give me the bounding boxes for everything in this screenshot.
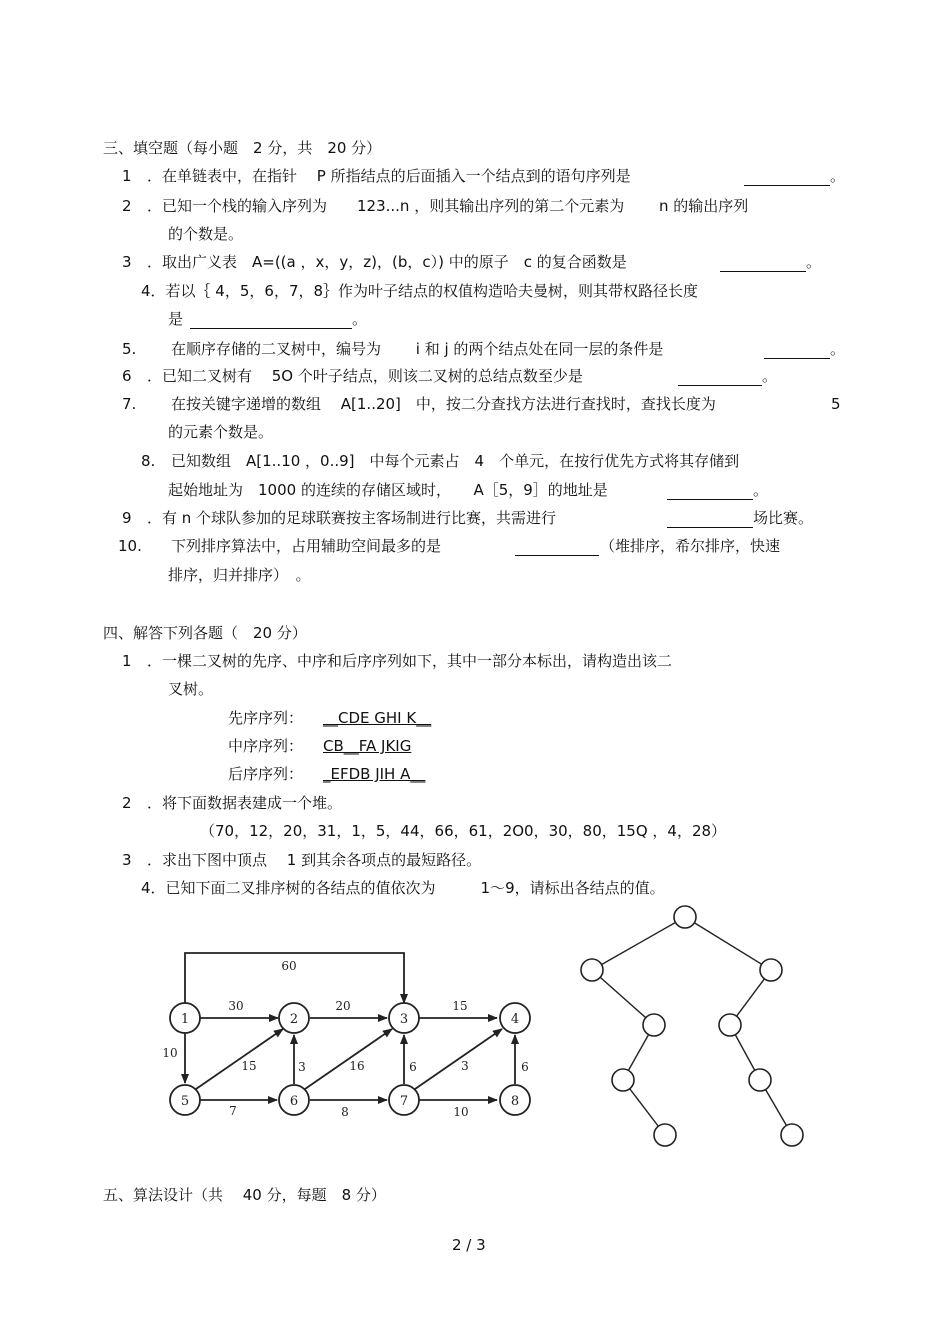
q3-8-end: 。 [753,481,769,499]
edge-7-4 [415,1029,502,1089]
preorder-label: 先序序列： [228,709,304,727]
q3-9-text: ．有 n 个球队参加的足球联赛按主客场制进行比赛，共需进行 [147,509,557,527]
q3-7-line2: 的元素个数是。 [168,423,274,441]
q3-10-line1-tail: （堆排序，希尔排序，快速 [600,537,781,555]
q3-3-end: 。 [806,253,822,271]
q4-4-text: 4．已知下面二叉排序树的各结点的值依次为 1～9，请标出各结点的值。 [141,879,665,897]
edge-weight-7-3: 6 [409,1060,417,1074]
graph-node-label-1: 1 [180,1012,190,1027]
q3-9-number: 9 [122,509,132,527]
preorder-sequence: __CDE GHI K__ [323,709,432,727]
tree-node [643,1014,665,1036]
section4-title: 四、解答下列各题（ 20 分） [103,624,307,642]
tree-node [749,1069,771,1091]
q3-7-line1-tail: 5 [831,395,841,413]
inorder-label: 中序序列： [228,737,304,755]
edge-weight-1-3: 60 [281,959,297,973]
edge-5-2 [196,1029,283,1089]
q4-1-number: 1 [122,652,132,670]
q3-3-number: 3 [122,253,132,271]
q3-3-text: ．取出广义表 A=((a ，x，y，z)，(b，c）) 中的原子 c 的复合函数是 [147,253,627,271]
q3-1-text: ．在单链表中，在指针 P 所指结点的后面插入一个结点到的语句序列是 [147,167,631,185]
q3-10-line2: 排序，归并排序） 。 [168,566,311,584]
edge-weight-3-4: 15 [452,999,468,1013]
edge-weight-7-8: 10 [453,1105,469,1119]
q4-2-line1: ．将下面数据表建成一个堆。 [147,794,343,812]
q3-8-line2: 起始地址为 1000 的连续的存储区域时， A［5，9］的地址是 [168,481,608,499]
section5-title: 五、算法设计（共 40 分，每题 8 分） [103,1186,386,1204]
graph-node-label-5: 5 [180,1094,190,1109]
tree-node [781,1124,803,1146]
graph-node-label-3: 3 [399,1012,409,1027]
postorder-label: 后序序列： [228,765,304,783]
q4-3-number: 3 [122,851,132,869]
edge-weight-6-2: 3 [298,1060,306,1074]
tree-node [581,959,603,981]
q3-2-number: 2 [122,197,132,215]
edge-weight-5-6: 7 [229,1104,237,1118]
edge-weight-5-2: 15 [241,1059,257,1073]
q3-10-line1: 下列排序算法中，占用辅助空间最多的是 [171,537,442,555]
inorder-sequence: CB__FA JKIG [323,737,412,755]
page-number: 2 / 3 [452,1236,486,1254]
tree-node [612,1069,634,1091]
tree-node [760,959,782,981]
q3-2-line1: ．已知一个栈的输入序列为 123...n ，则其输出序列的第二个元素为 n 的输出序列 [147,197,749,215]
q4-1-line2: 叉树。 [168,680,214,698]
edge-weight-8-4: 6 [521,1060,529,1074]
tree-node [674,906,696,928]
q3-9-end: 场比赛。 [753,509,814,527]
section3-title: 三、填空题（每小题 2 分，共 20 分） [103,139,382,157]
q3-4-prefix: 是 [168,310,184,328]
q3-5-end: 。 [830,340,846,358]
graph-node-label-7: 7 [399,1094,409,1109]
q3-2-line2: 的个数是。 [168,225,244,243]
q4-3-text: ．求出下图中顶点 1 到其余各项点的最短路径。 [147,851,482,869]
graph-node-label-2: 2 [289,1012,299,1027]
q4-2-number: 2 [122,794,132,812]
q3-1-end: 。 [830,167,846,185]
edge-weight-6-7: 8 [341,1105,349,1119]
graph-node-label-6: 6 [289,1094,299,1109]
q3-5-text: 在顺序存储的二叉树中，编号为 i 和 j 的两个结点处在同一层的条件是 [171,340,664,358]
q3-7-line1: 在按关键字递增的数组 A[1..20] 中，按二分查找方法进行查找时，查找长度为 [171,395,716,413]
q3-6-end: 。 [762,367,778,385]
edge-weight-1-5: 10 [162,1046,178,1060]
graph-node-label-8: 8 [510,1094,520,1109]
q3-6-text: ．已知二叉树有 5O 个叶子结点，则该二叉树的总结点数至少是 [147,367,583,385]
q3-8-number: 8. [141,452,156,470]
q3-6-number: 6 [122,367,132,385]
edge-weight-1-2: 30 [228,999,244,1013]
postorder-sequence: _EFDB JIH A__ [323,765,426,783]
graph-node-label-4: 4 [510,1012,520,1027]
q3-10-number: 10. [118,537,142,555]
q3-4-line1: 4．若以｛ 4，5，6，7，8｝作为叶子结点的权值构造哈夫曼树，则其带权路径长度 [141,282,699,300]
q3-7-number: 7. [122,395,137,413]
q3-1-number: 1 [122,167,132,185]
q3-8-line1: 已知数组 A[1..10 ，0..9] 中每个元素占 4 个单元，在按行优先方式将其存储到 [171,452,740,470]
heap-data: （70，12，20，31，1，5，44，66，61，2O0，30，80，15Q ，4，28） [200,822,727,840]
q4-1-line1: ．一棵二叉树的先序、中序和后序序列如下，其中一部分本标出，请构造出该二 [147,652,673,670]
edge-weight-6-3: 16 [349,1059,365,1073]
tree-node [654,1124,676,1146]
q3-5-number: 5. [122,340,137,358]
edge-weight-2-3: 20 [335,999,351,1013]
edge-weight-7-4: 3 [461,1059,469,1073]
tree-node [719,1014,741,1036]
binary-sort-tree [592,917,792,1135]
q3-4-end: 。 [352,310,368,328]
